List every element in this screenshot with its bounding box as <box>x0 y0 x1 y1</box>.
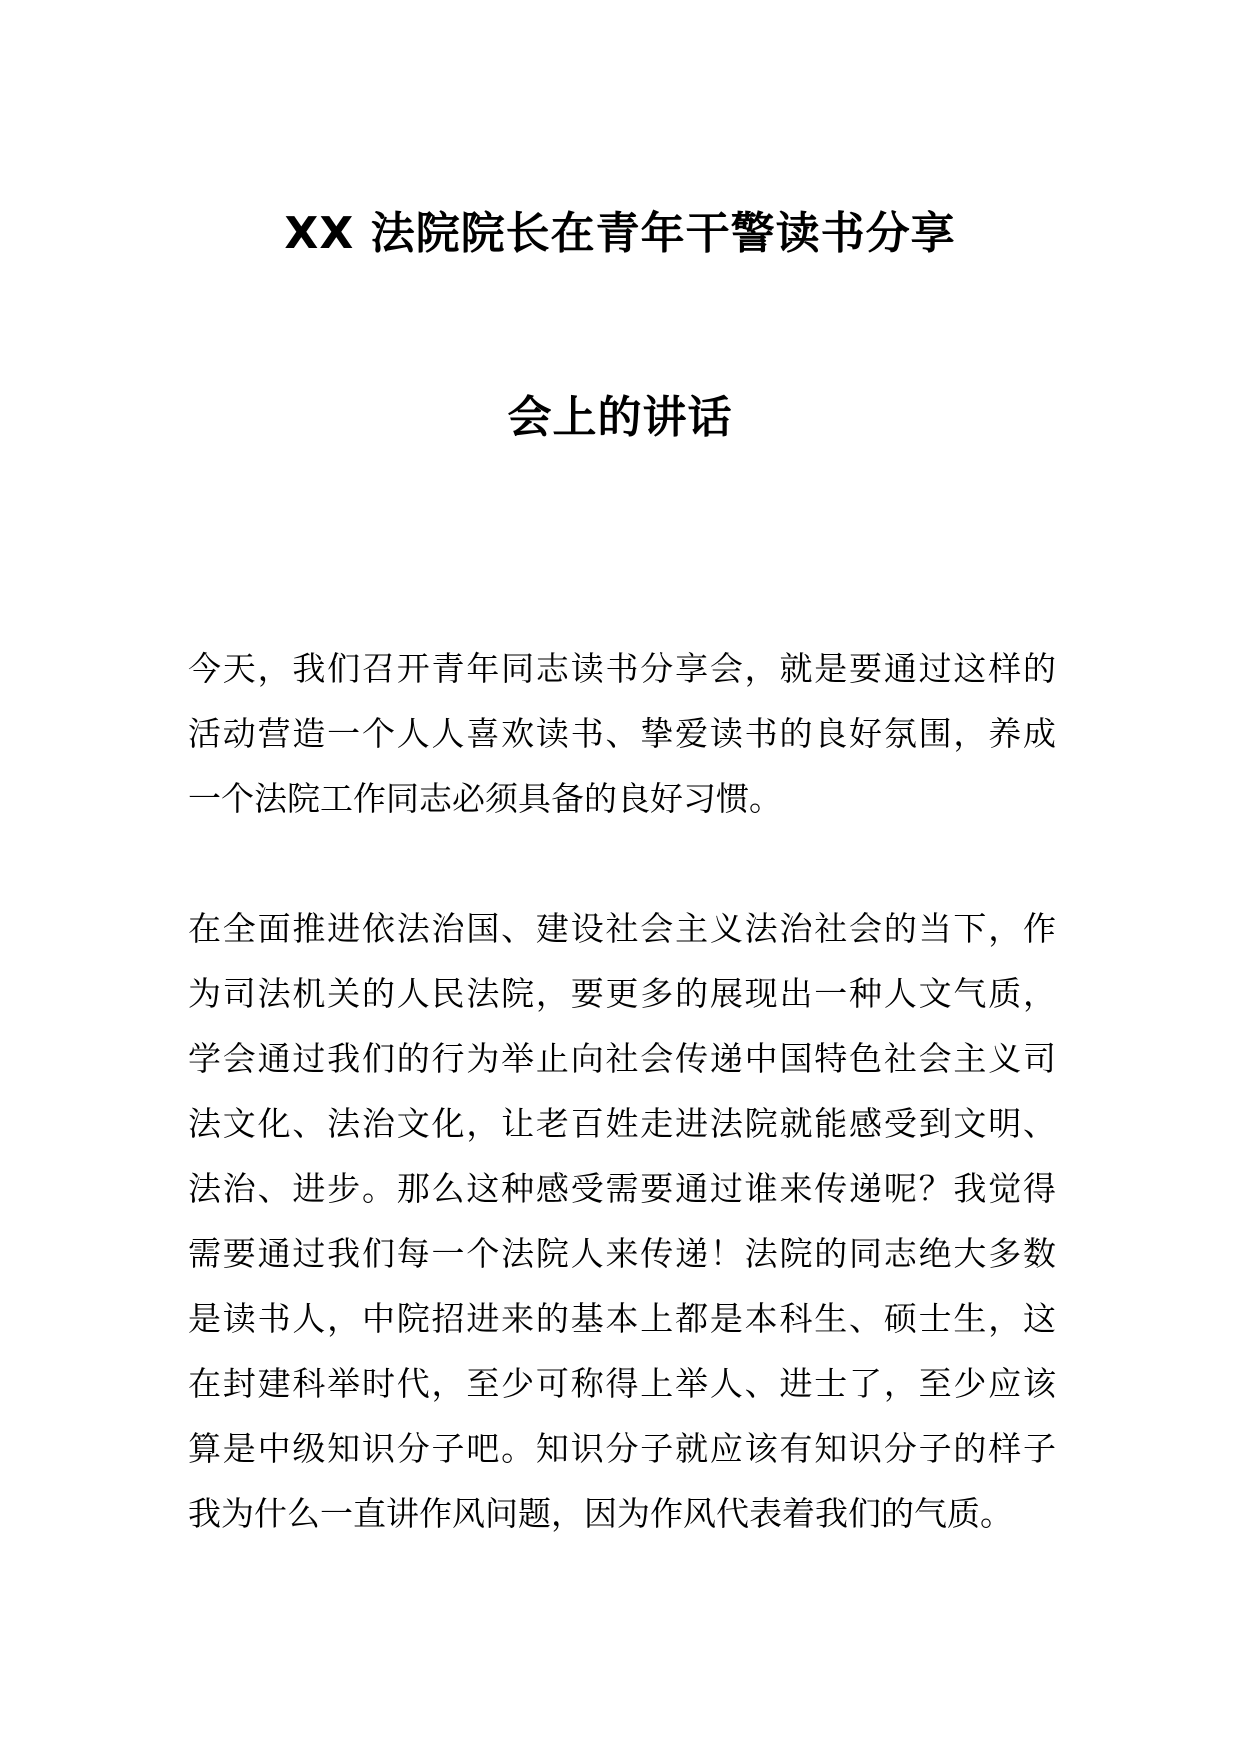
document-title-line-2: 会上的讲话 <box>507 392 733 443</box>
paragraph-line: 需要通过我们每一个法院人来传递！法院的同志绝大多数 <box>188 1234 1056 1273</box>
paragraph-line: 算是中级知识分子吧。知识分子就应该有知识分子的样子 <box>188 1429 1056 1468</box>
paragraph-1 <box>188 636 1056 831</box>
paragraph-line: 我为什么一直讲作风问题，因为作风代表着我们的气质。 <box>188 1494 1013 1533</box>
paragraph-line: 在封建科举时代，至少可称得上举人、进士了，至少应该 <box>188 1364 1056 1403</box>
paragraph-line: 为司法机关的人民法院，要更多的展现出一种人文气质， <box>188 974 1056 1013</box>
paragraph-line: 活动营造一个人人喜欢读书、挚爱读书的良好氛围，养成 <box>188 714 1056 753</box>
paragraph-line: 法治、进步。那么这种感受需要通过谁来传递呢？我觉得 <box>188 1169 1056 1208</box>
paragraph-line: 在全面推进依法治国、建设社会主义法治社会的当下，作 <box>188 909 1056 948</box>
paragraph-2 <box>188 896 1056 1546</box>
paragraph-line: 是读书人，中院招进来的基本上都是本科生、硕士生，这 <box>188 1299 1056 1338</box>
paragraph-line: 法文化、法治文化，让老百姓走进法院就能感受到文明、 <box>188 1104 1056 1143</box>
document-title-line-1: XX 法院院长在青年干警读书分享 <box>284 208 956 259</box>
paragraph-line: 学会通过我们的行为举止向社会传递中国特色社会主义司 <box>188 1039 1056 1078</box>
paragraph-line: 今天，我们召开青年同志读书分享会，就是要通过这样的 <box>188 649 1056 688</box>
document-body <box>188 636 1056 1546</box>
paragraph-line: 一个法院工作同志必须具备的良好习惯。 <box>188 779 782 818</box>
